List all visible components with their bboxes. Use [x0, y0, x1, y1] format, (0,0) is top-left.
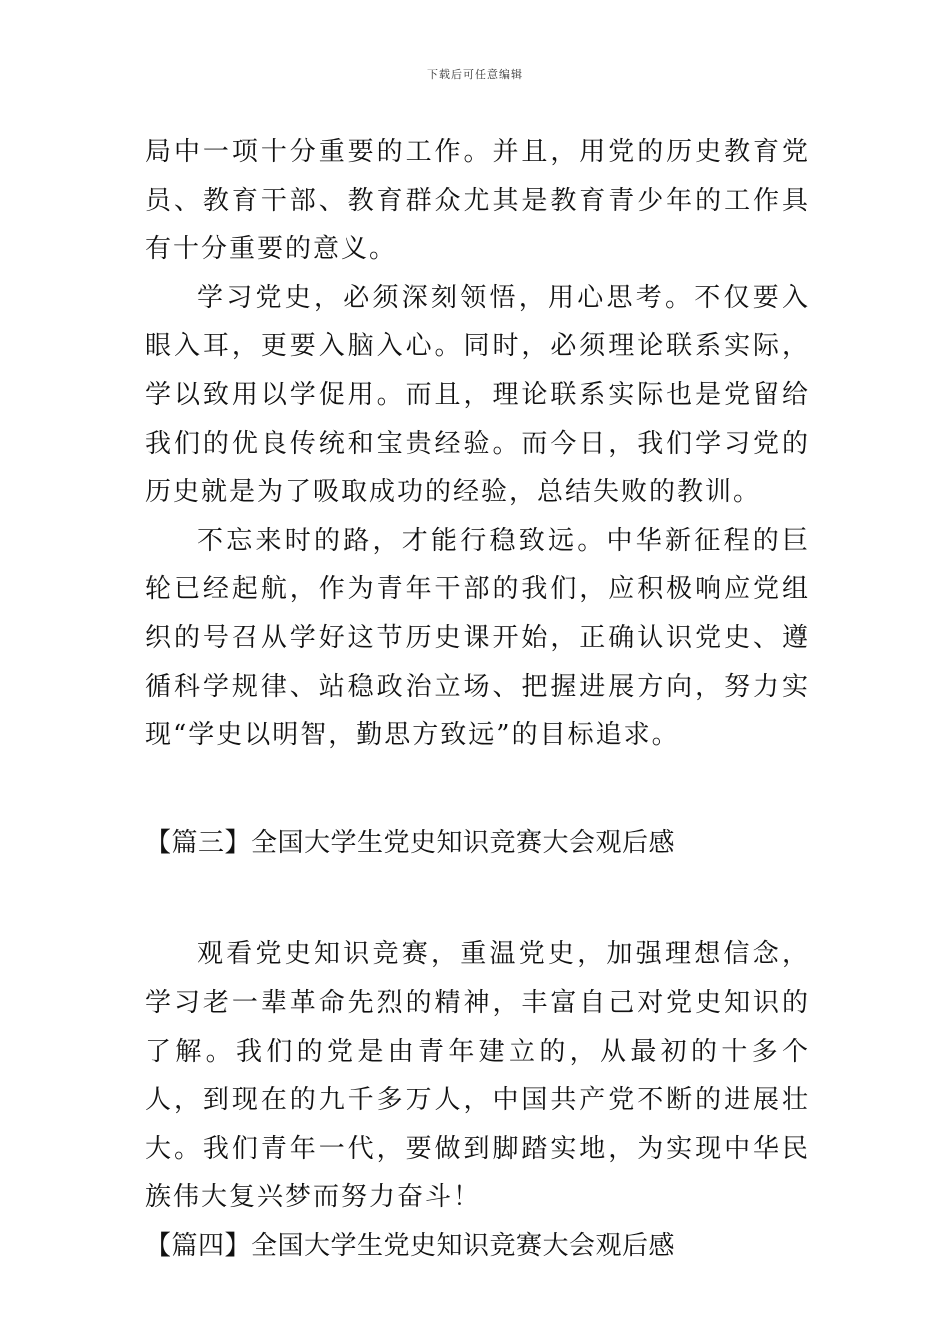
- paragraph-competition-review: 观看党史知识竞赛，重温党史，加强理想信念，学习老一辈革命先烈的精神，丰富自己对党史知识的了解。我们的党是由青年建立的，从最初的十多个人，到现在的九千多万人，中国共产党不断的进展壮大。我们青年一代，要做到脚踏实地，为实现中华民族伟大复兴梦而努力奋斗！: [145, 939, 810, 1213]
- document-body: [145, 128, 810, 1270]
- section-heading-four: 【篇四】全国大学生党史知识竞赛大会观后感: [145, 1230, 676, 1261]
- page-header-note: 下载后可任意编辑: [427, 68, 523, 81]
- paragraph-continuation: 局中一项十分重要的工作。并且，用党的历史教育党员、教育干部、教育群众尤其是教育青少年的工作具有十分重要的意义。: [145, 137, 810, 265]
- section-heading-three: 【篇三】全国大学生党史知识竞赛大会观后感: [145, 827, 676, 858]
- paragraph-study-history: 学习党史，必须深刻领悟，用心思考。不仅要入眼入耳，更要入脑入心。同时，必须理论联系实际，学以致用以学促用。而且，理论联系实际也是党留给我们的优良传统和宝贵经验。而今日，我们学习党的历史就是为了吸取成功的经验，总结失败的教训。: [145, 282, 810, 508]
- paragraph-new-journey: 不忘来时的路，才能行稳致远。中华新征程的巨轮已经起航，作为青年干部的我们，应积极响应党组织的号召从学好这节历史课开始，正确认识党史、遵循科学规律、站稳政治立场、把握进展方向，努力实现“学史以明智，勤思方致远”的目标追求。: [145, 525, 810, 751]
